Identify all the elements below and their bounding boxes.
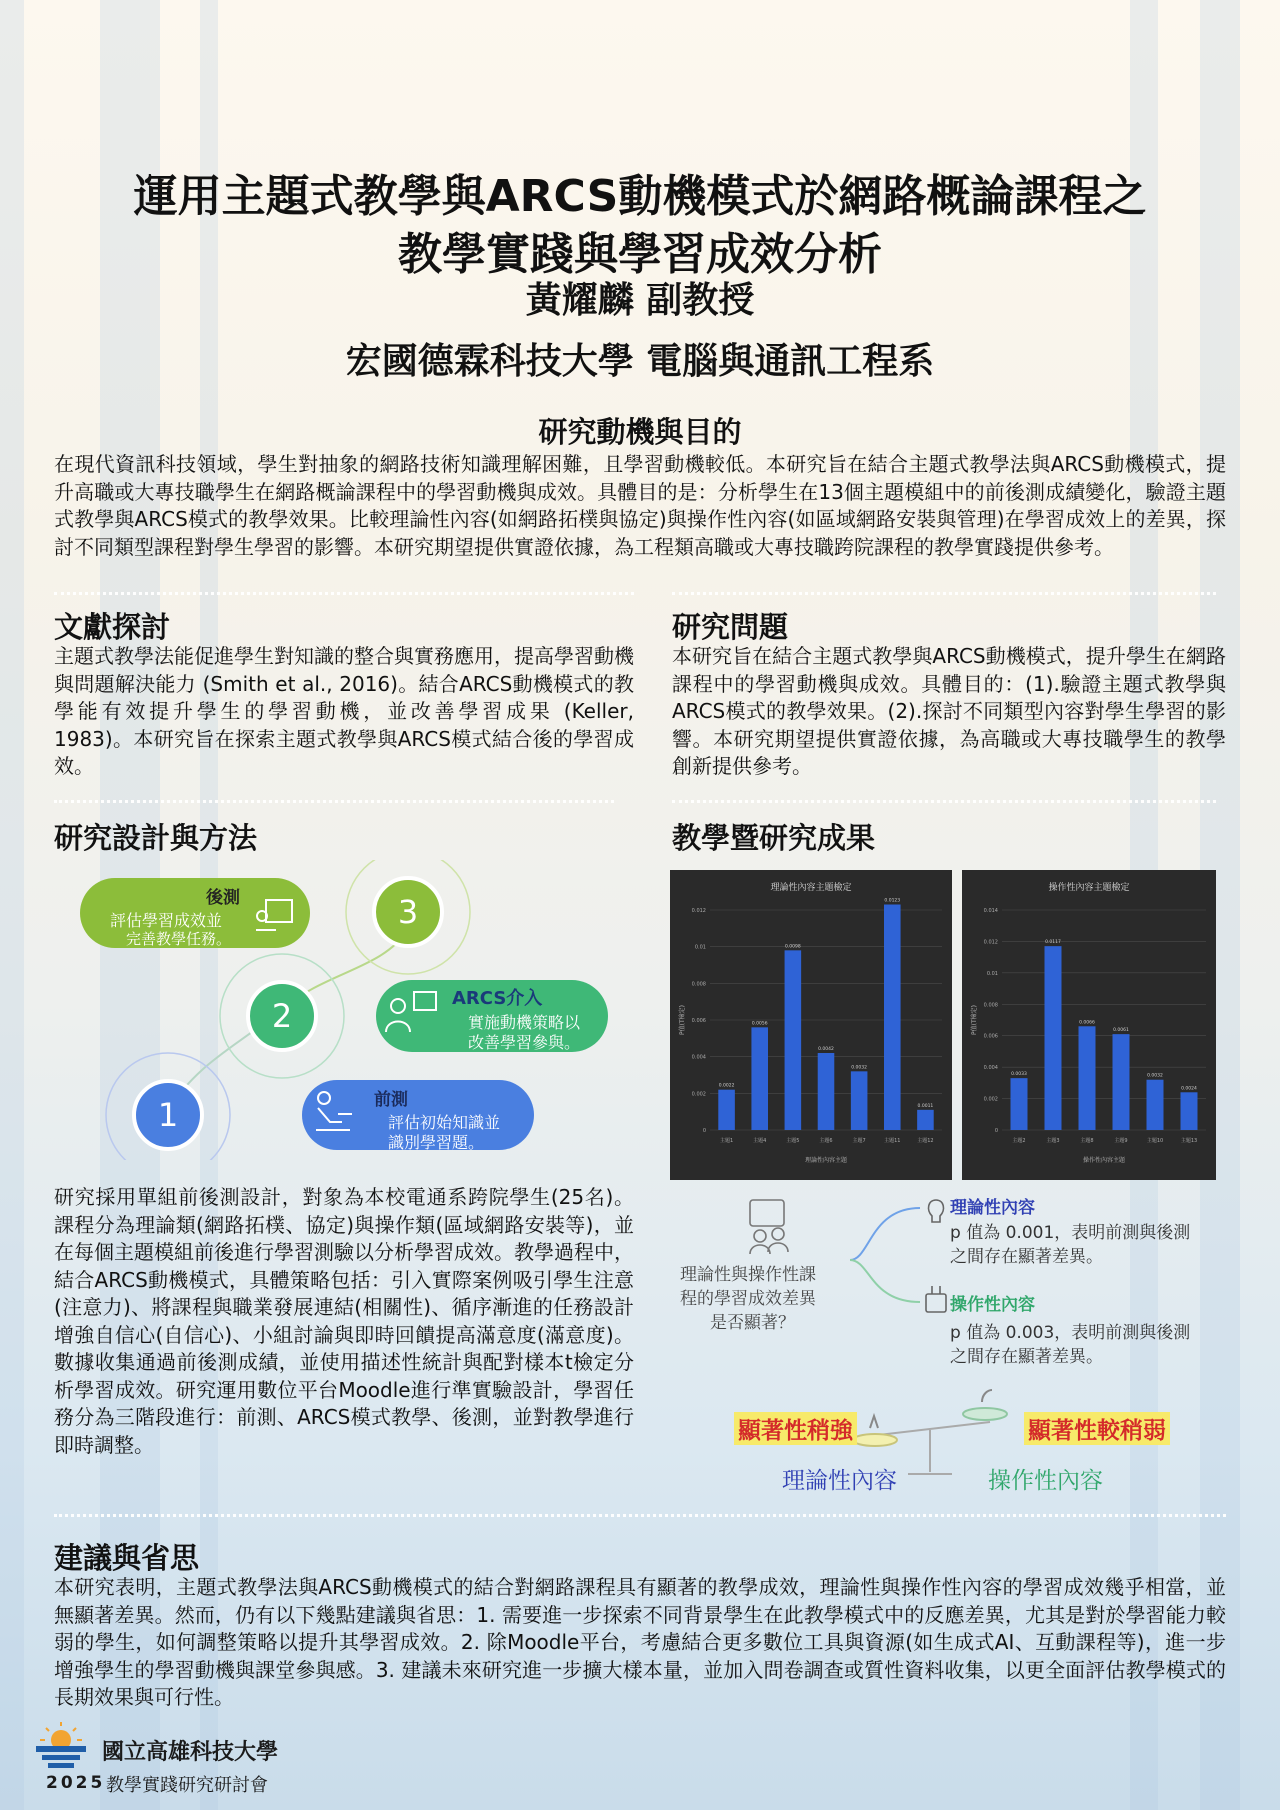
data-label: 0.0024 — [1181, 1086, 1197, 1092]
author: 黃耀麟 副教授 — [525, 280, 755, 321]
data-label: 0.0056 — [751, 1021, 768, 1027]
x-tick-label: 主題9 — [1114, 1138, 1128, 1144]
question-line3: 是否顯著？ — [710, 1313, 795, 1333]
bar — [1147, 1080, 1164, 1130]
chart-title: 操作性內容主題檢定 — [1048, 883, 1130, 893]
step-2-desc2: 改善學習參與。 — [468, 1033, 581, 1052]
step-1-title: 前測 — [374, 1090, 408, 1110]
bar — [1045, 946, 1062, 1130]
poster-title-line2: 教學實踐與學習成效分析 — [398, 229, 882, 280]
step-2-desc1: 實施動機策略以 — [468, 1013, 581, 1032]
x-tick-label: 主題7 — [852, 1138, 866, 1144]
step-1-desc1: 評估初始知識並 — [388, 1113, 501, 1132]
x-tick-label: 主題1 — [719, 1138, 734, 1144]
reflection-text: 本研究表明，主題式教學法與ARCS動機模式的結合對網路課程具有顯著的教學成效，理論性與操作性內容的學習成效幾乎相當，並無顯著差異。然而，仍有以下幾點建議與省思：1. 需要進一步探索不同背景學生在此教學模式中的反應差異，尤其是對於學習能力較弱的學生，如何調整策略以提升其學習成效。2. 除Moodle平台，考慮結合更多數位工具與資源(如生成式AI、互動課程等)，進一步增強學生的學習動機與課堂參與感。3. 建議未來研究進一步擴大樣本量，並加入問卷調查或質性資料收集，以更全面評估教學模式的長期效果與可行性。 — [54, 1575, 1226, 1709]
theory-label: 理論性內容 — [950, 1198, 1035, 1218]
university-logo — [32, 1720, 90, 1772]
strong-significance-label: 顯著性稍強 — [734, 1412, 857, 1445]
y-axis-label: P值(T檢定) — [971, 1005, 978, 1035]
tools-icon — [926, 1286, 946, 1312]
bar — [1011, 1078, 1028, 1130]
design-text: 研究採用單組前後測設計，對象為本校電通系跨院學生(25名)。課程分為理論類(網路拓樸、協定)與操作類(區域網路安裝等)，並在每個主題模組前後進行學習測驗以分析學習成效。教學過程中，結合ARCS動機模式，具體策略包括：引入實際案例吸引學生注意(注意力)、將課程與職業發展連結(相關性)、循序漸進的任務設計增強自信心(自信心)、小組討論與即時回饋提高滿意度(滿意度)。數據收集通過前後測成績，並使用描述性統計與配對樣本t檢定分析學習成效。研究運用數位平台Moodle進行準實驗設計，學習任務分為三階段進行：前測、ARCS模式教學、後測，並對教學進行即時調整。 — [54, 1185, 634, 1457]
y-tick-label: 0 — [702, 1128, 706, 1134]
step-2-number: 2 — [271, 997, 293, 1035]
practice-label: 操作性內容 — [950, 1295, 1035, 1315]
bar — [884, 905, 901, 1131]
thinking-person-icon — [750, 1200, 788, 1254]
y-tick-label: 0.006 — [691, 1018, 706, 1024]
data-label: 0.0032 — [1147, 1073, 1163, 1079]
x-tick-label: 主題5 — [786, 1138, 800, 1144]
data-label: 0.0033 — [1011, 1072, 1027, 1078]
literature-text: 主題式教學法能促進學生對知識的整合與實務應用，提高學習動機與問題解決能力 (Smith et al., 2016)。結合ARCS動機模式的教學能有效提升學生的學習動機，並改善學習成果 (Keller, 1983)。本研究旨在探索主題式教學與ARCS模式結合後的學習成效。 — [54, 644, 634, 778]
data-label: 0.0117 — [1045, 940, 1061, 946]
y-tick-label: 0.01 — [986, 970, 998, 977]
results-heading: 教學暨研究成果 — [672, 821, 876, 855]
y-tick-label: 0.002 — [691, 1091, 706, 1098]
bar — [818, 1053, 835, 1130]
y-tick-label: 0.006 — [983, 1033, 998, 1040]
practice-text-line1: p 值為 0.003，表明前測與後測 — [950, 1323, 1191, 1343]
y-tick-label: 0.008 — [983, 1002, 998, 1009]
theory-text-line2: 之間存在顯著差異。 — [950, 1247, 1103, 1267]
motivation-text: 在現代資訊科技領域，學生對抽象的網路技術知識理解困難，且學習動機較低。本研究旨在結合主題式教學法與ARCS動機模式，提升高職或大專技職學生在網路概論課程中的學習動機與成效。具體目的是：分析學生在13個主題模組中的前後測成績變化，驗證主題式教學與ARCS模式的教學效果。比較理論性內容(如網路拓樸與協定)與操作性內容(如區域網路安裝與管理)在學習成效上的差異，探討不同類型課程對學生學習的影響。本研究期望提供實證依據，為工程類高職或大專技職跨院課程的教學實踐提供參考。 — [54, 452, 1226, 559]
practice-chart — [962, 870, 1216, 1180]
y-tick-label: 0.012 — [983, 939, 998, 946]
data-label: 0.0098 — [784, 944, 801, 950]
affiliation: 宏國德霖科技大學 電腦與通訊工程系 — [345, 341, 935, 382]
x-axis-label: 操作性內容主題 — [1082, 1157, 1126, 1164]
poster-title-line1: 運用主題式教學與ARCS動機模式於網路概論課程之 — [133, 171, 1147, 222]
y-tick-label: 0.01 — [694, 944, 706, 951]
step-3-number: 3 — [397, 893, 419, 931]
data-label: 0.0022 — [718, 1083, 735, 1089]
x-tick-label: 主題4 — [753, 1138, 767, 1144]
data-label: 0.0123 — [884, 898, 901, 904]
question-line1: 理論性與操作性課 — [680, 1265, 816, 1285]
bar — [1181, 1092, 1198, 1130]
scale-right-label: 操作性內容 — [988, 1468, 1103, 1494]
y-tick-label: 0.004 — [983, 1065, 998, 1072]
data-label: 0.0042 — [818, 1047, 834, 1052]
data-label: 0.0011 — [917, 1103, 934, 1109]
step-3-desc2: 完善教學任務。 — [126, 930, 232, 948]
x-tick-label: 主題8 — [1080, 1138, 1094, 1144]
y-tick-label: 0.008 — [691, 981, 706, 988]
footer-year: 2025 — [46, 1773, 106, 1793]
data-label: 0.0032 — [851, 1065, 868, 1071]
bar — [1079, 1026, 1096, 1130]
design-heading: 研究設計與方法 — [54, 821, 258, 855]
step-1-desc2: 識別學習題。 — [388, 1133, 485, 1152]
x-tick-label: 主題13 — [1180, 1138, 1198, 1144]
y-tick-label: 0.004 — [691, 1054, 706, 1061]
university-name: 國立高雄科技大學 — [102, 1740, 279, 1765]
step-1-number: 1 — [157, 1096, 179, 1134]
x-tick-label: 主題10 — [1146, 1138, 1164, 1144]
scale-left-label: 理論性內容 — [782, 1468, 897, 1494]
step-3-title: 後測 — [206, 888, 240, 908]
x-tick-label: 主題3 — [1046, 1138, 1060, 1144]
data-label: 0.0061 — [1113, 1028, 1129, 1034]
question-line2: 程的學習成效差異 — [680, 1289, 816, 1309]
bar — [785, 950, 802, 1130]
bar — [851, 1071, 868, 1130]
data-label: 0.0066 — [1079, 1020, 1095, 1026]
theory-chart — [670, 870, 952, 1180]
y-tick-label: 0 — [994, 1128, 998, 1134]
lightbulb-icon — [929, 1200, 944, 1222]
footer-event: 教學實踐研究研討會 — [106, 1775, 268, 1796]
questions-text: 本研究旨在結合主題式教學與ARCS動機模式，提升學生在網路課程中的學習動機與成效。具體目的：(1).驗證主題式教學與ARCS模式的教學效果。(2).探討不同類型內容對學生學習的影響。本研究期望提供實證依據，為高職或大專技職學生的教學創新提供參考。 — [672, 644, 1226, 778]
motivation-heading: 研究動機與目的 — [538, 415, 742, 449]
reflection-heading: 建議與省思 — [54, 1541, 200, 1575]
x-tick-label: 主題6 — [819, 1138, 833, 1144]
chart-title: 理論性內容主題檢定 — [770, 883, 852, 893]
x-tick-label: 主題12 — [917, 1138, 934, 1144]
literature-heading: 文獻探討 — [54, 610, 171, 644]
bar — [917, 1110, 934, 1130]
step-3-desc1: 評估學習成效並 — [110, 911, 223, 930]
y-axis-label: P值(T檢定) — [679, 1005, 686, 1035]
practice-text-line2: 之間存在顯著差異。 — [950, 1347, 1103, 1367]
questions-heading: 研究問題 — [672, 610, 789, 644]
bar — [718, 1090, 735, 1130]
x-tick-label: 主題2 — [1012, 1138, 1026, 1144]
y-tick-label: 0.014 — [983, 908, 998, 914]
x-axis-label: 理論性內容主題 — [804, 1157, 848, 1164]
theory-text-line1: p 值為 0.001，表明前測與後測 — [950, 1223, 1191, 1243]
bar — [1113, 1034, 1130, 1130]
y-tick-label: 0.012 — [691, 908, 706, 914]
step-2-title: ARCS介入 — [452, 988, 543, 1009]
weak-significance-label: 顯著性較稍弱 — [1024, 1412, 1170, 1445]
x-tick-label: 主題11 — [884, 1138, 901, 1144]
bar — [751, 1027, 768, 1130]
y-tick-label: 0.002 — [983, 1096, 998, 1103]
